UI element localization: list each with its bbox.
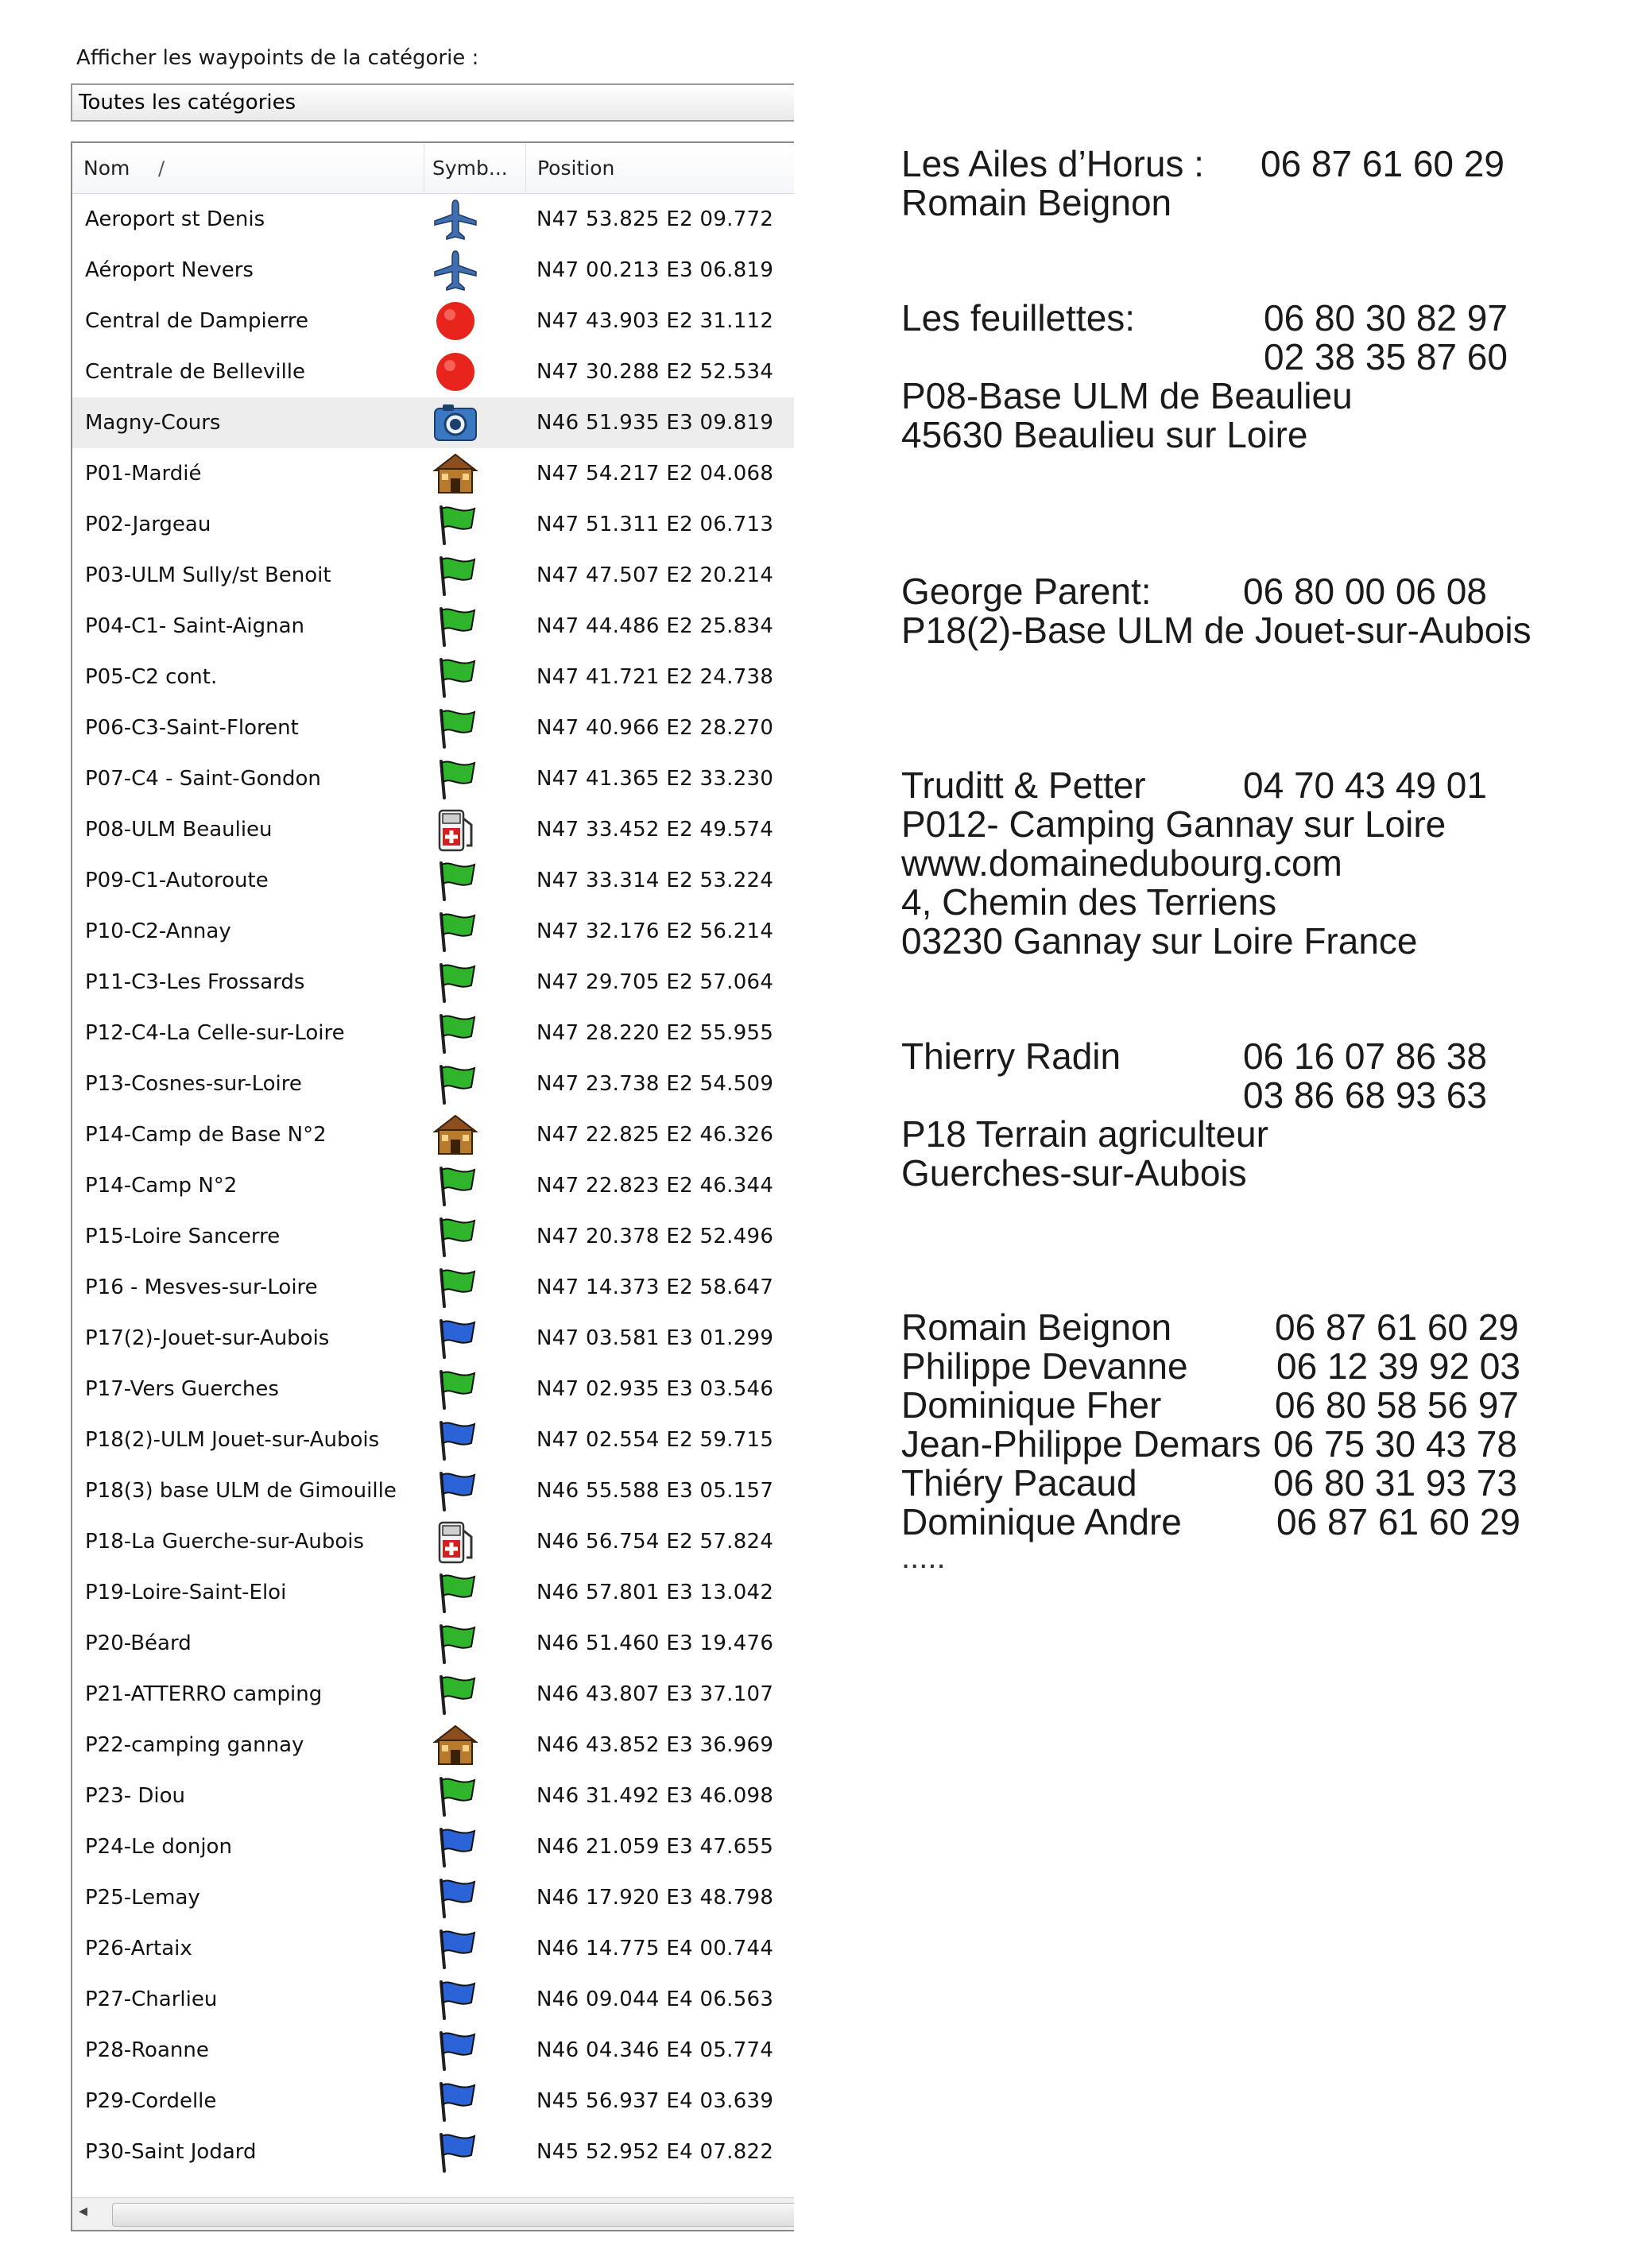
waypoint-name: P17-Vers Guerches [85, 1377, 279, 1401]
person-name: Jean-Philippe Demars [901, 1423, 1261, 1465]
green-flag-icon [432, 1621, 479, 1666]
waypoint-position: N47 22.823 E2 46.344 [536, 1174, 774, 1198]
green-flag-icon [432, 655, 479, 699]
table-row[interactable] [72, 1567, 794, 1618]
contact-horus-phone: 06 87 61 60 29 [1261, 143, 1505, 184]
table-row[interactable] [72, 194, 794, 245]
contact-radin-line1: P18 Terrain agriculteur [901, 1113, 1268, 1155]
waypoint-name: P04-C1- Saint-Aignan [85, 614, 305, 638]
table-row[interactable] [72, 906, 794, 957]
contact-truditt-line1: P012- Camping Gannay sur Loire [901, 803, 1446, 845]
table-row[interactable] [72, 957, 794, 1008]
table-row[interactable] [72, 1974, 794, 2025]
sort-indicator: / [158, 157, 165, 180]
waypoint-position: N47 51.311 E2 06.713 [536, 513, 774, 536]
person-phone: 06 87 61 60 29 [1275, 1306, 1519, 1348]
table-row[interactable] [72, 397, 794, 448]
waypoint-name: P17(2)-Jouet-sur-Aubois [85, 1326, 330, 1350]
waypoint-position: N46 04.346 E4 05.774 [536, 2038, 774, 2062]
green-flag-icon [432, 1214, 479, 1259]
waypoint-position: N47 43.903 E2 31.112 [536, 309, 774, 333]
table-row[interactable] [72, 245, 794, 296]
airplane-icon [432, 248, 479, 292]
waypoint-name: P21-ATTERRO camping [85, 1682, 323, 1706]
table-row[interactable] [72, 1821, 794, 1872]
waypoint-position: N47 30.288 E2 52.534 [536, 360, 774, 384]
waypoint-name: P08-ULM Beaulieu [85, 818, 273, 842]
table-row[interactable] [72, 804, 794, 855]
contact-feuillettes-name: Les feuillettes: [901, 297, 1136, 339]
waypoint-name: P27-Charlieu [85, 1987, 218, 2011]
contact-feuillettes-phone1: 06 80 30 82 97 [1264, 297, 1508, 339]
contact-radin-phone1: 06 16 07 86 38 [1243, 1035, 1487, 1077]
contact-truditt-line2[interactable]: www.domainedubourg.com [901, 842, 1342, 884]
table-row[interactable] [72, 296, 794, 346]
waypoint-name: P26-Artaix [85, 1937, 192, 1960]
waypoint-position: N47 20.378 E2 52.496 [536, 1225, 774, 1248]
waypoint-position: N47 54.217 E2 04.068 [536, 462, 774, 486]
waypoint-name: Aeroport st Denis [85, 207, 265, 231]
waypoint-position: N46 56.754 E2 57.824 [536, 1530, 774, 1554]
blue-flag-icon [432, 1977, 479, 2022]
waypoint-position: N47 28.220 E2 55.955 [536, 1021, 774, 1045]
red-dot-icon [432, 350, 479, 394]
person-phone: 06 87 61 60 29 [1276, 1501, 1520, 1542]
scrollbar-thumb[interactable] [112, 2203, 794, 2227]
contact-radin-phone2: 03 86 68 93 63 [1243, 1074, 1487, 1116]
waypoint-position: N46 17.920 E3 48.798 [536, 1886, 774, 1910]
waypoint-name: P13-Cosnes-sur-Loire [85, 1072, 302, 1096]
waypoint-position: N46 43.807 E3 37.107 [536, 1682, 774, 1706]
waypoint-name: P18(3) base ULM de Gimouille [85, 1479, 397, 1503]
green-flag-icon [432, 553, 479, 598]
fuel-icon [432, 807, 479, 852]
waypoint-position: N47 00.213 E3 06.819 [536, 258, 774, 282]
hut-icon [432, 1113, 479, 1157]
contact-parent-phone: 06 80 00 06 08 [1243, 571, 1487, 612]
waypoint-position: N46 55.588 E3 05.157 [536, 1479, 774, 1503]
waypoint-name: P22-camping gannay [85, 1733, 304, 1757]
table-row[interactable] [72, 1618, 794, 1669]
waypoint-position: N47 41.365 E2 33.230 [536, 767, 774, 791]
waypoint-position: N47 22.825 E2 46.326 [536, 1123, 774, 1147]
waypoint-position: N47 33.452 E2 49.574 [536, 818, 774, 842]
table-row[interactable] [72, 1771, 794, 1821]
waypoint-name: P05-C2 cont. [85, 665, 218, 689]
table-row[interactable] [72, 753, 794, 804]
table-row[interactable] [72, 1059, 794, 1109]
waypoint-position: N46 09.044 E4 06.563 [536, 1987, 774, 2011]
person-phone: 06 80 31 93 73 [1273, 1462, 1517, 1504]
waypoint-name: Aéroport Nevers [85, 258, 254, 282]
contact-truditt-line3: 4, Chemin des Terriens [901, 881, 1277, 923]
waypoint-position: N47 44.486 E2 25.834 [536, 614, 774, 638]
table-row[interactable] [72, 1872, 794, 1923]
column-header-position[interactable]: Position [525, 143, 794, 194]
hut-icon [432, 1723, 479, 1767]
waypoint-position: N47 33.314 E2 53.224 [536, 869, 774, 892]
person-phone: 06 80 58 56 97 [1275, 1384, 1519, 1426]
person-name: Dominique Fher [901, 1384, 1162, 1426]
green-flag-icon [432, 604, 479, 648]
green-flag-icon [432, 1774, 479, 1818]
waypoint-name: P01-Mardié [85, 462, 202, 486]
person-phone: 06 12 39 92 03 [1276, 1345, 1520, 1387]
table-row[interactable] [72, 1364, 794, 1415]
table-row[interactable] [72, 2127, 794, 2177]
waypoint-name: P15-Loire Sancerre [85, 1225, 281, 1248]
green-flag-icon [432, 858, 479, 903]
hut-icon [432, 451, 479, 496]
table-row[interactable] [72, 1923, 794, 1974]
waypoint-name: P18-La Guerche-sur-Aubois [85, 1530, 365, 1554]
waypoint-position: N47 23.738 E2 54.509 [536, 1072, 774, 1096]
table-row[interactable] [72, 1516, 794, 1567]
green-flag-icon [432, 502, 479, 547]
table-row[interactable] [72, 346, 794, 397]
blue-flag-icon [432, 1875, 479, 1920]
waypoint-position: N47 03.581 E3 01.299 [536, 1326, 774, 1350]
contact-radin-name: Thierry Radin [901, 1035, 1121, 1077]
blue-flag-icon [432, 1469, 479, 1513]
horizontal-scrollbar[interactable] [72, 2197, 794, 2230]
waypoint-list[interactable] [71, 141, 794, 2231]
waypoint-position: N47 47.507 E2 20.214 [536, 563, 774, 587]
table-row[interactable] [72, 499, 794, 550]
waypoint-name: P23- Diou [85, 1784, 186, 1808]
contact-feuillettes-line1: P08-Base ULM de Beaulieu [901, 375, 1353, 416]
waypoint-name: P06-C3-Saint-Florent [85, 716, 299, 740]
person-name: Thiéry Pacaud [901, 1462, 1137, 1504]
blue-flag-icon [432, 1316, 479, 1360]
table-row[interactable] [72, 1415, 794, 1465]
waypoint-name: P19-Loire-Saint-Eloi [85, 1581, 287, 1604]
green-flag-icon [432, 1570, 479, 1615]
contact-parent-line1: P18(2)-Base ULM de Jouet-sur-Aubois [901, 610, 1532, 651]
blue-flag-icon [432, 1418, 479, 1462]
contact-truditt-line4: 03230 Gannay sur Loire France [901, 920, 1418, 962]
waypoint-position: N47 32.176 E2 56.214 [536, 919, 774, 943]
waypoint-position: N46 57.801 E3 13.042 [536, 1581, 774, 1604]
contact-radin-line2: Guerches-sur-Aubois [901, 1152, 1247, 1194]
waypoint-name: P18(2)-ULM Jouet-sur-Aubois [85, 1428, 380, 1452]
fuel-icon [432, 1519, 479, 1564]
column-name-label: Nom [83, 157, 130, 180]
blue-flag-icon [432, 1926, 479, 1971]
waypoint-name: P11-C3-Les Frossards [85, 970, 305, 994]
table-row[interactable] [72, 2025, 794, 2076]
table-row[interactable] [72, 601, 794, 652]
contact-parent-name: George Parent: [901, 571, 1152, 612]
green-flag-icon [432, 909, 479, 954]
waypoint-position: N46 31.492 E3 46.098 [536, 1784, 774, 1808]
waypoint-position: N47 02.935 E3 03.546 [536, 1377, 774, 1401]
blue-flag-icon [432, 1825, 479, 1869]
waypoint-name: P10-C2-Annay [85, 919, 231, 943]
table-row[interactable] [72, 1211, 794, 1262]
green-flag-icon [432, 1367, 479, 1411]
waypoint-position: N46 51.935 E3 09.819 [536, 411, 774, 435]
green-flag-icon [432, 1163, 479, 1208]
table-row[interactable] [72, 855, 794, 906]
table-row[interactable] [72, 1109, 794, 1160]
green-flag-icon [432, 1672, 479, 1716]
contact-feuillettes-line2: 45630 Beaulieu sur Loire [901, 414, 1308, 455]
table-row[interactable] [72, 1465, 794, 1516]
waypoint-name: Magny-Cours [85, 411, 221, 435]
person-name: Dominique Andre [901, 1501, 1182, 1542]
waypoint-name: P29-Cordelle [85, 2089, 217, 2113]
waypoint-name: P16 - Mesves-sur-Loire [85, 1275, 318, 1299]
green-flag-icon [432, 960, 479, 1004]
column-header-symbol[interactable]: Symb... [424, 143, 525, 194]
contact-truditt-name: Truditt & Petter [901, 764, 1146, 806]
airplane-icon [432, 197, 479, 242]
scroll-left-icon[interactable]: ◂ [79, 2201, 88, 2221]
waypoint-name: Centrale de Belleville [85, 360, 306, 384]
table-row[interactable] [72, 1720, 794, 1771]
table-row[interactable] [72, 702, 794, 753]
waypoint-name: P12-C4-La Celle-sur-Loire [85, 1021, 345, 1045]
waypoint-position: N47 14.373 E2 58.647 [536, 1275, 774, 1299]
green-flag-icon [432, 1062, 479, 1106]
waypoint-position: N46 21.059 E3 47.655 [536, 1835, 774, 1859]
waypoint-position: N47 29.705 E2 57.064 [536, 970, 774, 994]
person-name: Romain Beignon [901, 1306, 1172, 1348]
table-row[interactable] [72, 550, 794, 601]
green-flag-icon [432, 1011, 479, 1055]
waypoint-name: P14-Camp de Base N°2 [85, 1123, 327, 1147]
green-flag-icon [432, 706, 479, 750]
table-row[interactable] [72, 1313, 794, 1364]
waypoint-position: N47 40.966 E2 28.270 [536, 716, 774, 740]
table-row[interactable] [72, 1160, 794, 1211]
waypoint-position: N45 56.937 E4 03.639 [536, 2089, 774, 2113]
waypoint-position: N47 53.825 E2 09.772 [536, 207, 774, 231]
table-row[interactable] [72, 652, 794, 702]
waypoint-name: P20-Béard [85, 1631, 192, 1655]
more-ellipsis: ..... [901, 1540, 946, 1575]
waypoint-name: P07-C4 - Saint-Gondon [85, 767, 321, 791]
list-header [72, 143, 794, 194]
green-flag-icon [432, 757, 479, 801]
waypoint-name: P09-C1-Autoroute [85, 869, 269, 892]
waypoint-name: P28-Roanne [85, 2038, 209, 2062]
table-row[interactable] [72, 2076, 794, 2127]
contact-feuillettes-phone2: 02 38 35 87 60 [1264, 336, 1508, 377]
waypoint-name: P03-ULM Sully/st Benoit [85, 563, 331, 587]
waypoint-position: N47 02.554 E2 59.715 [536, 1428, 774, 1452]
category-select[interactable]: Toutes les catégories [71, 83, 794, 122]
waypoint-position: N45 52.952 E4 07.822 [536, 2140, 774, 2164]
contact-truditt-phone: 04 70 43 49 01 [1243, 764, 1487, 806]
waypoint-name: P30-Saint Jodard [85, 2140, 257, 2164]
waypoint-name: P24-Le donjon [85, 1835, 232, 1859]
contact-horus-person: Romain Beignon [901, 182, 1172, 223]
waypoint-position: N46 51.460 E3 19.476 [536, 1631, 774, 1655]
waypoint-position: N47 41.721 E2 24.738 [536, 665, 774, 689]
blue-flag-icon [432, 2079, 479, 2123]
red-dot-icon [432, 299, 479, 343]
table-row[interactable] [72, 1008, 794, 1059]
contact-horus-name: Les Ailes d’Horus : [901, 143, 1204, 184]
waypoint-position: N46 43.852 E3 36.969 [536, 1733, 774, 1757]
waypoint-position: N46 14.775 E4 00.744 [536, 1937, 774, 1960]
table-row[interactable] [72, 1669, 794, 1720]
blue-flag-icon [432, 2130, 479, 2174]
column-header-name[interactable] [72, 143, 424, 194]
blue-flag-icon [432, 2028, 479, 2073]
waypoint-name: P02-Jargeau [85, 513, 211, 536]
table-row[interactable] [72, 448, 794, 499]
waypoint-name: Central de Dampierre [85, 309, 309, 333]
person-name: Philippe Devanne [901, 1345, 1188, 1387]
camera-icon [432, 401, 479, 445]
green-flag-icon [432, 1265, 479, 1310]
table-row[interactable] [72, 1262, 794, 1313]
waypoint-name: P14-Camp N°2 [85, 1174, 238, 1198]
waypoint-name: P25-Lemay [85, 1886, 200, 1910]
person-phone: 06 75 30 43 78 [1273, 1423, 1517, 1465]
category-label: Afficher les waypoints de la catégorie : [76, 46, 479, 70]
